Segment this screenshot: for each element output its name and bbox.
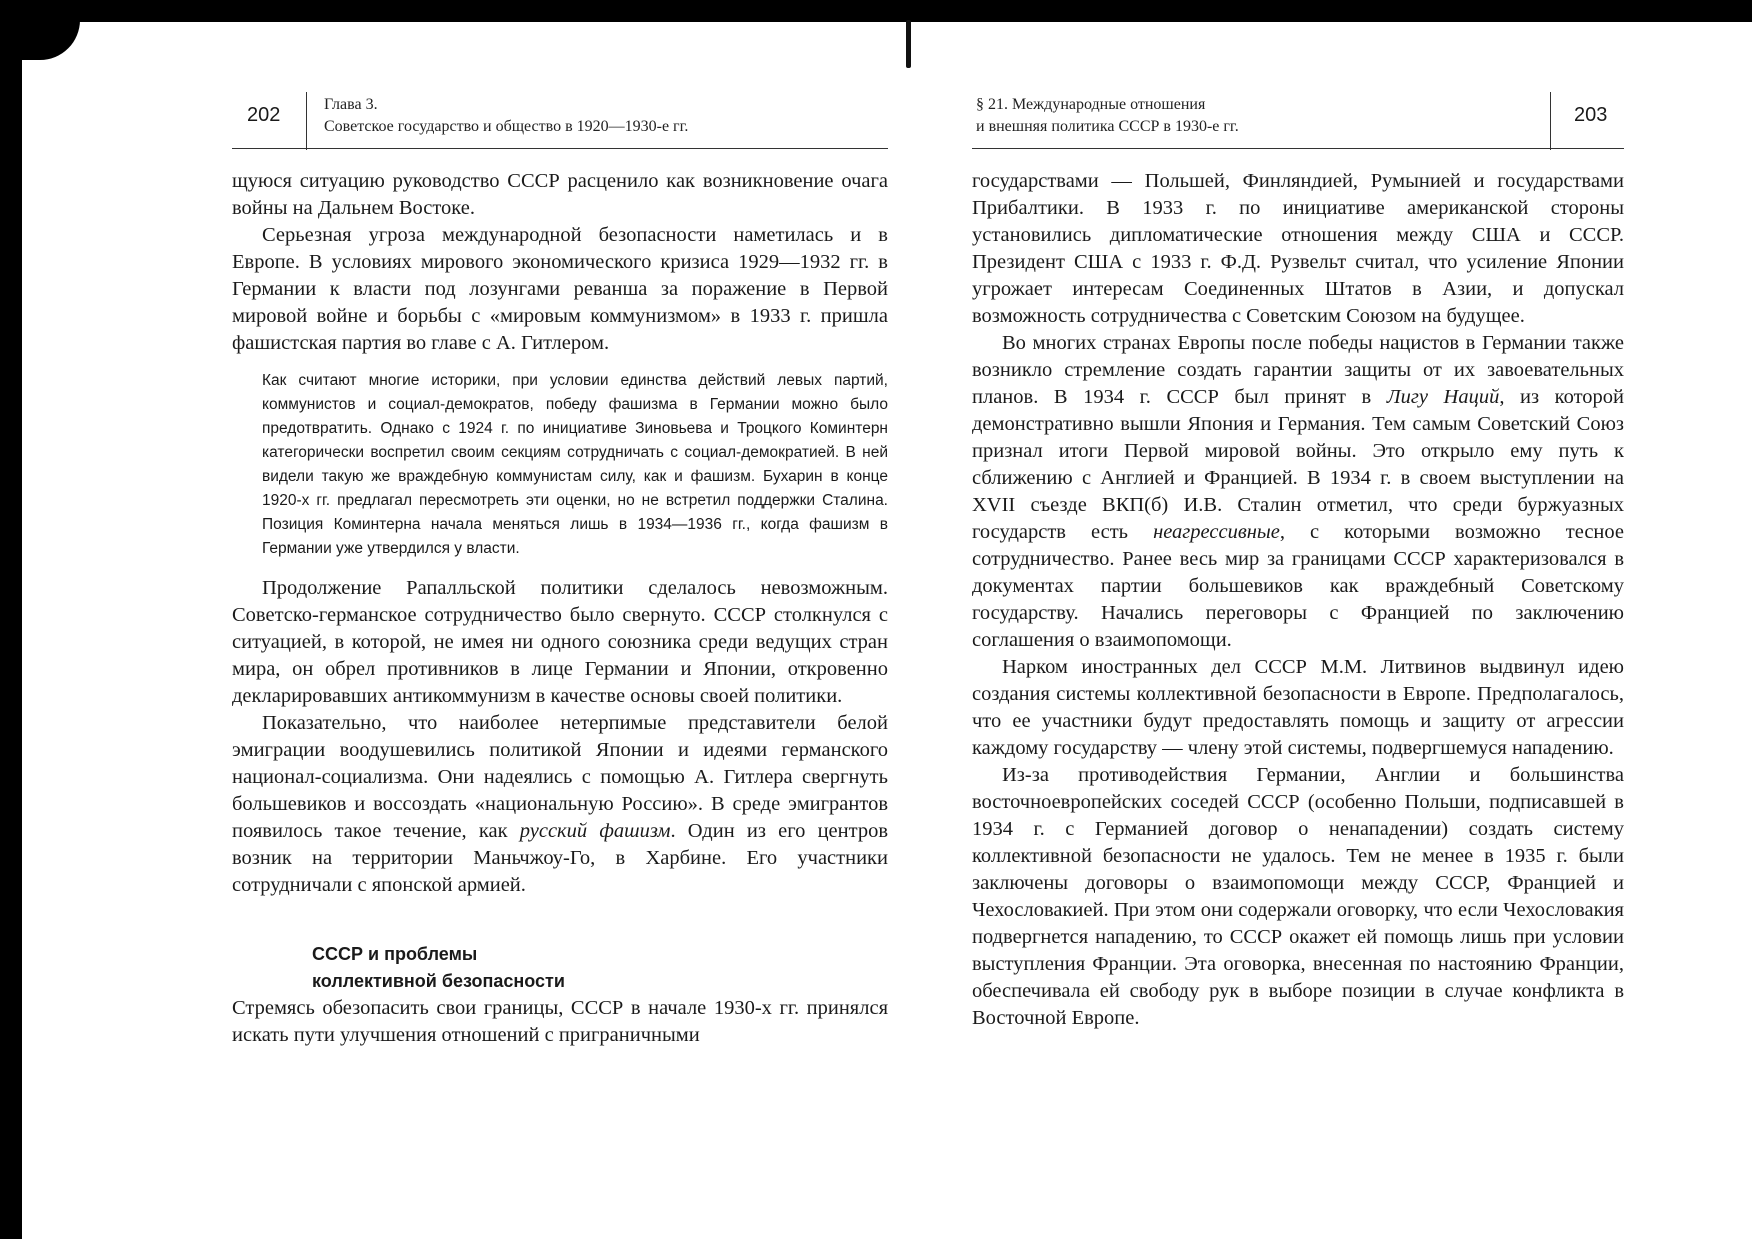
paragraph: Стремясь обезопасить свои границы, СССР в начале 1930-х гг. принялся искать пути улучшения отношений с приграничными: [232, 997, 888, 1046]
paragraph: Продолжение Рапалльской политики сделалось невозможным. Советско-германское сотрудничество было свернуто. СССР столкнулся с ситуацией, в которой, не имея ни одного союзника среди ведущих стран мира, он обрел противников в лице Германии и Японии, откровенно декларировавших антикоммунизм в качестве основы своей политики.: [232, 577, 888, 707]
italic-term: неагрессивные: [1153, 521, 1280, 543]
header-rule: [232, 148, 888, 149]
section-heading: СССР и проблемы коллективной безопасности: [312, 944, 565, 991]
sidebar-note: Как считают многие историки, при условии единства действий левых партий, коммунистов и социал-демократов, победу фашизма в Германии можно было предотвратить. Однако с 1924 г. по инициативе Зиновьева и Троцкого Коминтерн категорически воспретил своим секциям сотрудничать с социал-демократией. В ней видели такую же враждебную коммунистам силу, как и фашизм. Бухарин в конце 1920-х гг. предлагал пересмотреть эти оценки, но не встретил поддержки Сталина. Позиция Коминтерна начала меняться лишь в 1934—1936 гг., когда фашизм в Германии уже утвердился у власти.: [262, 372, 888, 557]
header-divider: [306, 92, 307, 150]
chapter-title: Глава 3.: [324, 96, 378, 113]
chapter-subtitle: Советское государство и общество в 1920—1930-е гг.: [324, 118, 689, 135]
paragraph: Из-за противодействия Германии, Англии и большинства восточноевропейских соседей СССР (особенно Польши, подписавшей в 1934 г. с Германией договор о ненападении) создать систему коллективной безопасности не удалось. Тем не менее в 1935 г. были заключены договоры о взаимопомощи между СССР, Францией и Чехословакией. При этом они содержали оговорку, что если Чехословакия подвергнется нападению, то СССР окажет ей помощь лишь при условии выступления Франции. Эта оговорка, внесенная по настоянию Франции, обеспечивала ей свободу рук в выборе позиции в случае конфликта в Восточной Европе.: [972, 764, 1624, 1029]
section-title: § 21. Международные отношения: [976, 96, 1206, 113]
running-head: [324, 94, 688, 138]
book-spine-mark: [906, 20, 911, 68]
left-page-body: [232, 168, 888, 1049]
right-page: [972, 0, 1624, 1239]
right-page-body: [972, 168, 1624, 1032]
paragraph: Серьезная угроза международной безопасности наметилась и в Европе. В условиях мирового экономического кризиса 1929—1932 гг. в Германии к власти под лозунгами реванша за поражение в Первой мировой войне и борьбы с «мировым коммунизмом» в 1933 г. пришла фашистская партия во главе с А. Гитлером.: [232, 224, 888, 354]
left-page: [232, 0, 888, 1239]
left-page-header: [232, 92, 888, 150]
section-subtitle: и внешняя политика СССР в 1930-е гг.: [976, 118, 1239, 135]
page-number: 202: [247, 104, 281, 126]
paragraph: государствами — Польшей, Финляндией, Румынией и государствами Прибалтики. В 1933 г. по инициативе американской стороны установились дипломатические отношения между США и СССР. Президент США с 1933 г. Ф.Д. Рузвельт считал, что усиление Японии угрожает интересам Соединенных Штатов в Азии, и допускал возможность сотрудничества с Советским Союзом на будущее.: [972, 170, 1624, 327]
italic-term: Лигу Наций: [1386, 386, 1500, 408]
running-head: [976, 94, 1239, 138]
scan-edge-left: [0, 0, 22, 1239]
page-number: 203: [1574, 104, 1608, 126]
paragraph: Нарком иностранных дел СССР М.М. Литвинов выдвинул идею создания системы коллективной безопасности в Европе. Предполагалось, что ее участники будут предоставлять помощь и защиту от агрессии каждому государству — члену этой системы, подвергшемуся нападению.: [972, 656, 1624, 759]
paragraph: Показательно, что наиболее нетерпимые представители белой эмиграции воодушевились политикой Японии и идеями германского национал-социализма. Они надеялись с помощью А. Гитлера свергнуть большевиков и воссоздать «национальную Россию». В среде эмигрантов появилось такое течение, как русский фашизм. Один из его центров возник на территории Маньчжоу-Го, в Харбине. Его участники сотрудничали с японской армией.: [232, 712, 888, 896]
right-page-header: [972, 92, 1624, 150]
paragraph: Во многих странах Европы после победы нацистов в Германии также возникло стремление создать гарантии защиты от их завоевательных планов. В 1934 г. СССР был принят в Лигу Наций, из которой демонстративно вышли Япония и Германия. Тем самым Советский Союз признал итоги Первой мировой войны. Это открыло ему путь к сближению с Англией и Францией. В 1934 г. в своем выступлении на XVII съезде ВКП(б) И.В. Сталин отметил, что среди буржуазных государств есть неагрессивные, с которыми возможно тесное сотрудничество. Ранее весь мир за границами СССР характеризовался в документах партии большевиков как враждебный Советскому государству. Начались переговоры с Францией по заключению соглашения о взаимопомощи.: [972, 332, 1624, 651]
paragraph: щуюся ситуацию руководство СССР расценило как возникновение очага войны на Дальнем Востоке.: [232, 170, 888, 219]
italic-term: русский фашизм: [519, 820, 671, 842]
header-divider: [1550, 92, 1551, 150]
header-rule: [972, 148, 1624, 149]
